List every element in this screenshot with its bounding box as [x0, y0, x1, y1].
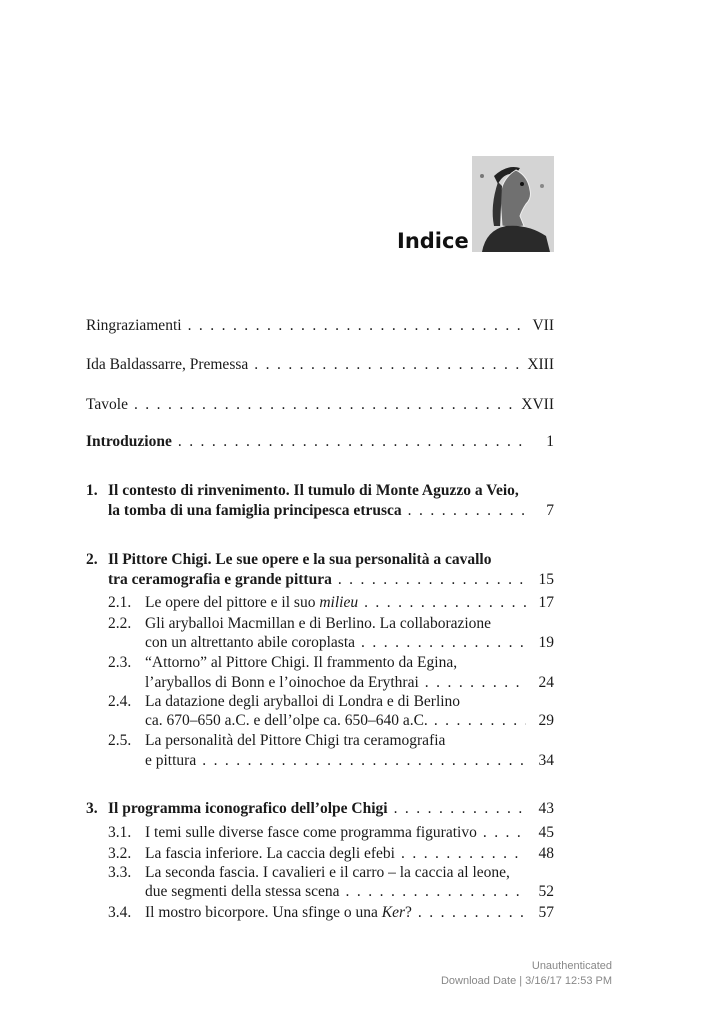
- section-2-4-line2[interactable]: [145, 711, 554, 731]
- dot-leader: [196, 751, 526, 771]
- chapter-number: 3.: [86, 800, 98, 817]
- section-3-4[interactable]: [145, 903, 554, 923]
- page-title: Indice: [397, 229, 469, 253]
- page-number: 34: [538, 752, 554, 769]
- entry-text: la tomba di una famiglia principesca etrusca: [108, 502, 402, 519]
- entry-text: La personalità del Pittore Chigi tra ceramografia: [145, 732, 446, 749]
- page-number: 43: [538, 800, 554, 817]
- dot-leader: [248, 355, 519, 375]
- section-2-3-line1[interactable]: [145, 653, 554, 673]
- entry-text-part: Il mostro bicorpore. Una sfinge o una: [145, 904, 382, 921]
- dot-leader: [402, 501, 526, 521]
- entry-text: con un altrettanto abile coroplasta: [145, 634, 356, 651]
- dot-leader: [340, 882, 526, 902]
- footer-download-date: Download Date | 3/16/17 12:53 PM: [440, 975, 612, 987]
- dot-leader: [358, 593, 526, 613]
- entry-text: Introduzione: [86, 433, 172, 450]
- toc-entry-introduzione[interactable]: [86, 432, 554, 452]
- entry-text: La fascia inferiore. La caccia degli efebi: [145, 845, 395, 862]
- chapter-number: 2.: [86, 551, 98, 568]
- chapter-1-line1[interactable]: [108, 481, 554, 501]
- chapter-1-line2[interactable]: [108, 501, 554, 521]
- page-number: 7: [546, 502, 554, 519]
- entry-text: Il Pittore Chigi. Le sue opere e la sua personalità a cavallo: [108, 551, 492, 568]
- entry-text: “Attorno” al Pittore Chigi. Il frammento da Egina,: [145, 654, 458, 671]
- footer-auth-status: Unauthenticated: [531, 960, 612, 972]
- dot-leader: [128, 395, 513, 415]
- dot-leader: [395, 844, 526, 864]
- entry-text: Il programma iconografico dell’olpe Chigi: [108, 800, 388, 817]
- page-number: 17: [538, 594, 554, 611]
- entry-text: l’aryballos di Bonn e l’oinochoe da Erythrai: [145, 674, 419, 691]
- dot-leader: [477, 823, 526, 843]
- entry-text-part: Le opere del pittore e il suo: [145, 594, 320, 611]
- entry-text: Ringraziamenti: [86, 317, 182, 334]
- entry-text: I temi sulle diverse fasce come programma figurativo: [145, 824, 477, 841]
- dot-leader: [388, 799, 526, 819]
- entry-text: Gli aryballoi Macmillan e di Berlino. La collaborazione: [145, 615, 492, 632]
- page-number: VII: [532, 317, 554, 334]
- dot-leader: [182, 316, 525, 336]
- section-number: 3.1.: [108, 824, 132, 841]
- page-number: 1: [546, 433, 554, 450]
- page-number: 29: [538, 712, 554, 729]
- entry-text: Ida Baldassarre, Premessa: [86, 356, 249, 373]
- section-number: 2.5.: [108, 732, 132, 749]
- dot-leader: [332, 570, 526, 590]
- section-2-5-line2[interactable]: [145, 751, 554, 771]
- section-number: 3.2.: [108, 845, 132, 862]
- page-number: XVII: [521, 396, 554, 413]
- page-number: 52: [538, 883, 554, 900]
- entry-text: tra ceramografia e grande pittura: [108, 571, 332, 588]
- page-number: 19: [538, 634, 554, 651]
- section-number: 3.3.: [108, 864, 132, 881]
- toc-entry-premessa[interactable]: [86, 355, 554, 375]
- entry-text: ca. 670–650 a.C. e dell’olpe ca. 650–640 a.C.: [145, 712, 428, 729]
- page-number: 24: [538, 674, 554, 691]
- section-2-4-line1[interactable]: [145, 692, 554, 712]
- page-number: 15: [538, 571, 554, 588]
- fresco-figure-image: [472, 156, 554, 252]
- section-number: 2.2.: [108, 615, 132, 632]
- section-2-5-line1[interactable]: [145, 731, 554, 751]
- entry-text: La seconda fascia. I cavalieri e il carro – la caccia al leone,: [145, 864, 510, 881]
- chapter-2-line2[interactable]: [108, 570, 554, 590]
- section-number: 3.4.: [108, 904, 132, 921]
- chapter-2-line1[interactable]: [108, 550, 554, 570]
- entry-text: [145, 593, 358, 613]
- toc-entry-tavole[interactable]: [86, 395, 554, 415]
- dot-leader: [419, 673, 526, 693]
- entry-text: Il contesto di rinvenimento. Il tumulo di Monte Aguzzo a Veio,: [108, 482, 519, 499]
- section-2-3-line2[interactable]: [145, 673, 554, 693]
- entry-text-italic: Ker: [381, 904, 405, 921]
- dot-leader: [412, 903, 526, 923]
- section-3-1[interactable]: [145, 823, 554, 843]
- page-number: 57: [538, 904, 554, 921]
- entry-text: e pittura: [145, 752, 197, 769]
- chapter-number: 1.: [86, 482, 98, 499]
- section-2-1[interactable]: [145, 593, 554, 613]
- page-number: 48: [538, 845, 554, 862]
- entry-text: [145, 903, 412, 923]
- section-number: 2.4.: [108, 693, 132, 710]
- section-number: 2.1.: [108, 594, 132, 611]
- entry-text: due segmenti della stessa scena: [145, 883, 340, 900]
- dot-leader: [428, 711, 526, 731]
- section-3-2[interactable]: [145, 844, 554, 864]
- dot-leader: [172, 432, 526, 452]
- entry-text-italic: milieu: [319, 594, 359, 611]
- section-2-2-line2[interactable]: [145, 633, 554, 653]
- page-number: XIII: [527, 356, 554, 373]
- entry-text-part: ?: [405, 904, 412, 921]
- entry-text: Tavole: [86, 396, 128, 413]
- page-number: 45: [538, 824, 554, 841]
- section-number: 2.3.: [108, 654, 132, 671]
- section-3-3-line1[interactable]: [145, 863, 554, 883]
- entry-text: La datazione degli aryballoi di Londra e di Berlino: [145, 693, 461, 710]
- section-2-2-line1[interactable]: [145, 614, 554, 634]
- section-3-3-line2[interactable]: [145, 882, 554, 902]
- dot-leader: [355, 633, 526, 653]
- chapter-3[interactable]: [108, 799, 554, 819]
- toc-entry-ringraziamenti[interactable]: [86, 316, 554, 336]
